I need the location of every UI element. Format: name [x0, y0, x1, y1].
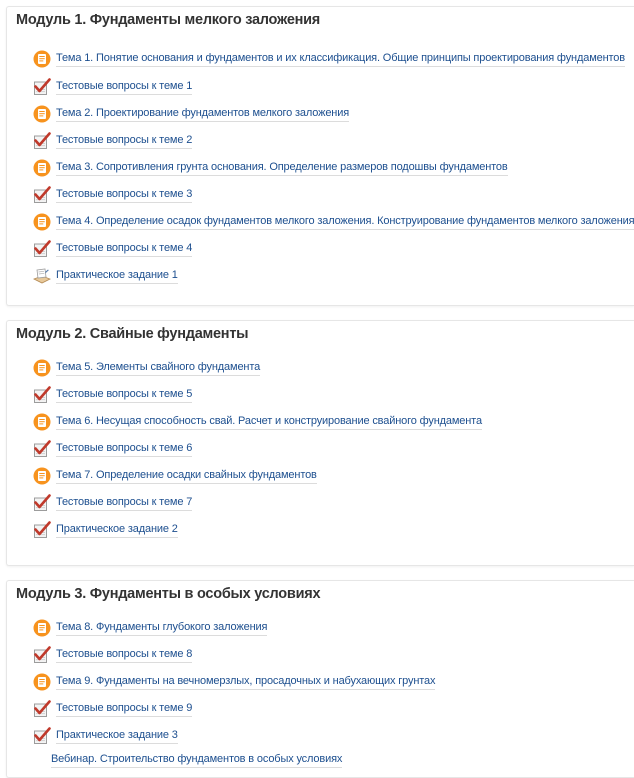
activity-label[interactable]: Практическое задание 1	[56, 269, 178, 284]
activity-label[interactable]: Практическое задание 3	[56, 729, 178, 744]
activity-label[interactable]: Тестовые вопросы к теме 6	[56, 442, 192, 457]
activity-link[interactable]	[33, 645, 192, 665]
quiz-icon	[33, 521, 51, 539]
page-icon	[33, 213, 51, 231]
quiz-icon	[33, 440, 51, 458]
activity-link[interactable]	[33, 104, 349, 124]
activity-link[interactable]	[33, 185, 192, 205]
section-title: Модуль 2. Свайные фундаменты	[16, 326, 249, 342]
quiz-icon	[33, 494, 51, 512]
activity-link[interactable]	[33, 439, 192, 459]
activity-link[interactable]	[51, 750, 342, 770]
quiz-icon	[33, 727, 51, 745]
quiz-icon	[33, 186, 51, 204]
activity-label[interactable]: Тестовые вопросы к теме 8	[56, 648, 192, 663]
quiz-icon	[33, 646, 51, 664]
activity-link[interactable]	[33, 239, 192, 259]
activity-label[interactable]: Тема 9. Фундаменты на вечномерзлых, просадочных и набухающих грунтах	[56, 675, 435, 690]
section-module-1	[6, 6, 634, 306]
page-icon	[33, 105, 51, 123]
activity-label[interactable]: Тема 3. Сопротивления грунта основания. Определение размеров подошвы фундаментов	[56, 161, 508, 176]
section-title: Модуль 3. Фундаменты в особых условиях	[16, 586, 321, 602]
activity-label[interactable]: Тема 5. Элементы свайного фундамента	[56, 361, 260, 376]
activity-link[interactable]	[33, 358, 260, 378]
activity-link[interactable]	[33, 699, 192, 719]
activity-label[interactable]: Тема 1. Понятие основания и фундаментов и их классификация. Общие принципы проектирования фундаментов	[56, 52, 625, 67]
quiz-icon	[33, 78, 51, 96]
section-module-2	[6, 320, 634, 566]
activity-link[interactable]	[33, 466, 317, 486]
activity-link[interactable]	[33, 412, 482, 432]
page-icon	[33, 619, 51, 637]
page-icon	[33, 359, 51, 377]
activity-label[interactable]: Тема 7. Определение осадки свайных фундаментов	[56, 469, 317, 484]
activity-link[interactable]	[33, 266, 178, 286]
activity-link[interactable]	[33, 212, 634, 232]
activity-link[interactable]	[33, 77, 192, 97]
activity-label[interactable]: Тестовые вопросы к теме 2	[56, 134, 192, 149]
section-module-3	[6, 580, 634, 778]
activity-link[interactable]	[33, 131, 192, 151]
activity-label[interactable]: Вебинар. Строительство фундаментов в особых условиях	[51, 753, 342, 768]
page-icon	[33, 467, 51, 485]
activity-link[interactable]	[33, 158, 508, 178]
page-icon	[33, 159, 51, 177]
activity-label[interactable]: Тестовые вопросы к теме 4	[56, 242, 192, 257]
activity-link[interactable]	[33, 618, 267, 638]
page-icon	[33, 673, 51, 691]
activity-label[interactable]: Тестовые вопросы к теме 9	[56, 702, 192, 717]
quiz-icon	[33, 386, 51, 404]
activity-label[interactable]: Практическое задание 2	[56, 523, 178, 538]
activity-link[interactable]	[33, 49, 625, 69]
activity-label[interactable]: Тестовые вопросы к теме 5	[56, 388, 192, 403]
activity-link[interactable]	[33, 672, 435, 692]
section-title: Модуль 1. Фундаменты мелкого заложения	[16, 12, 321, 28]
activity-label[interactable]: Тема 8. Фундаменты глубокого заложения	[56, 621, 267, 636]
assignment-icon	[33, 267, 51, 285]
activity-link[interactable]	[33, 726, 178, 746]
activity-label[interactable]: Тестовые вопросы к теме 7	[56, 496, 192, 511]
activity-link[interactable]	[33, 520, 178, 540]
activity-label[interactable]: Тестовые вопросы к теме 3	[56, 188, 192, 203]
activity-label[interactable]: Тестовые вопросы к теме 1	[56, 80, 192, 95]
quiz-icon	[33, 700, 51, 718]
activity-link[interactable]	[33, 493, 192, 513]
activity-link[interactable]	[33, 385, 192, 405]
quiz-icon	[33, 240, 51, 258]
activity-label[interactable]: Тема 4. Определение осадок фундаментов мелкого заложения. Конструирование фундаментов мелкого заложения	[56, 215, 634, 230]
quiz-icon	[33, 132, 51, 150]
activity-label[interactable]: Тема 6. Несущая способность свай. Расчет и конструирование свайного фундамента	[56, 415, 482, 430]
activity-label[interactable]: Тема 2. Проектирование фундаментов мелкого заложения	[56, 107, 349, 122]
page-icon	[33, 50, 51, 68]
page-icon	[33, 413, 51, 431]
